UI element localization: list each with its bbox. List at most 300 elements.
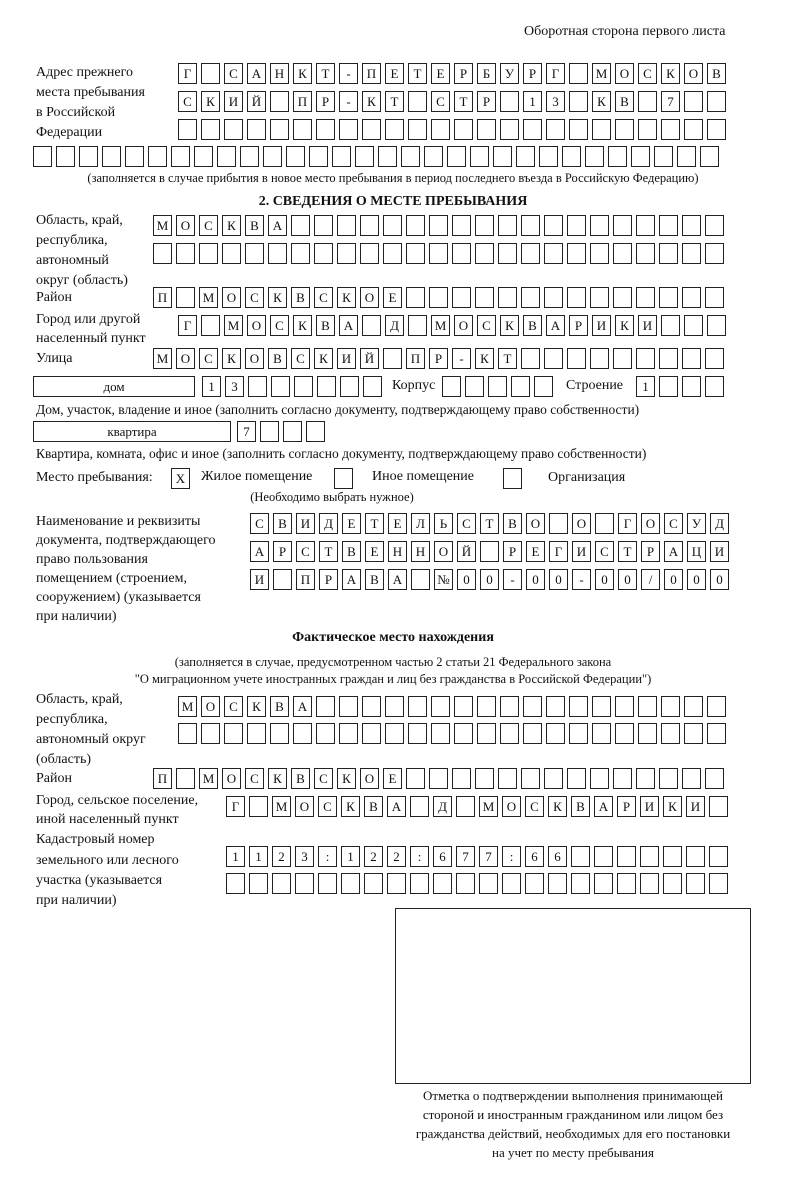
- char-cell[interactable]: [705, 215, 724, 236]
- char-cell[interactable]: Е: [385, 63, 404, 84]
- char-cell[interactable]: В: [245, 215, 264, 236]
- char-cell[interactable]: 7: [661, 91, 680, 112]
- char-cell[interactable]: -: [339, 91, 358, 112]
- char-cell[interactable]: К: [592, 91, 611, 112]
- char-cell[interactable]: [316, 119, 335, 140]
- char-cell[interactable]: Л: [411, 513, 430, 534]
- char-cell[interactable]: [544, 287, 563, 308]
- char-cell[interactable]: [385, 696, 404, 717]
- char-cell[interactable]: [684, 723, 703, 744]
- char-cell[interactable]: К: [661, 63, 680, 84]
- char-cell[interactable]: [709, 846, 728, 867]
- char-cell[interactable]: А: [339, 315, 358, 336]
- char-cell[interactable]: [516, 146, 535, 167]
- char-cell[interactable]: 2: [364, 846, 383, 867]
- char-cell[interactable]: [431, 119, 450, 140]
- char-cell[interactable]: В: [364, 796, 383, 817]
- char-cell[interactable]: [546, 696, 565, 717]
- char-cell[interactable]: [590, 243, 609, 264]
- char-cell[interactable]: С: [525, 796, 544, 817]
- char-cell[interactable]: В: [615, 91, 634, 112]
- char-cell[interactable]: [488, 376, 507, 397]
- char-cell[interactable]: Р: [523, 63, 542, 84]
- char-cell[interactable]: [429, 215, 448, 236]
- char-cell[interactable]: [659, 768, 678, 789]
- char-cell[interactable]: [340, 376, 359, 397]
- char-cell[interactable]: Т: [480, 513, 499, 534]
- char-cell[interactable]: -: [572, 569, 591, 590]
- char-cell[interactable]: 7: [456, 846, 475, 867]
- char-cell[interactable]: Г: [226, 796, 245, 817]
- char-cell[interactable]: В: [342, 541, 361, 562]
- char-cell[interactable]: С: [245, 287, 264, 308]
- char-cell[interactable]: И: [638, 315, 657, 336]
- stay-option-residential-checkbox[interactable]: X: [171, 468, 190, 489]
- char-cell[interactable]: Й: [360, 348, 379, 369]
- char-cell[interactable]: [498, 243, 517, 264]
- char-cell[interactable]: 0: [664, 569, 683, 590]
- char-cell[interactable]: [248, 376, 267, 397]
- char-cell[interactable]: Р: [429, 348, 448, 369]
- char-cell[interactable]: И: [296, 513, 315, 534]
- char-cell[interactable]: [153, 243, 172, 264]
- char-cell[interactable]: [608, 146, 627, 167]
- char-cell[interactable]: Р: [641, 541, 660, 562]
- char-cell[interactable]: Т: [498, 348, 517, 369]
- char-cell[interactable]: [176, 287, 195, 308]
- apt-number-row[interactable]: [237, 421, 329, 442]
- char-cell[interactable]: В: [503, 513, 522, 534]
- char-cell[interactable]: [401, 146, 420, 167]
- char-cell[interactable]: [291, 243, 310, 264]
- char-cell[interactable]: Т: [454, 91, 473, 112]
- char-cell[interactable]: [408, 119, 427, 140]
- char-cell[interactable]: К: [293, 315, 312, 336]
- char-cell[interactable]: [569, 723, 588, 744]
- char-cell[interactable]: [314, 215, 333, 236]
- char-cell[interactable]: [498, 768, 517, 789]
- char-cell[interactable]: [523, 119, 542, 140]
- char-cell[interactable]: [682, 243, 701, 264]
- char-cell[interactable]: 1: [523, 91, 542, 112]
- char-cell[interactable]: [362, 696, 381, 717]
- char-cell[interactable]: [270, 119, 289, 140]
- char-cell[interactable]: И: [686, 796, 705, 817]
- char-cell[interactable]: 0: [595, 569, 614, 590]
- char-cell[interactable]: О: [201, 696, 220, 717]
- char-cell[interactable]: 1: [202, 376, 221, 397]
- char-cell[interactable]: [549, 513, 568, 534]
- char-cell[interactable]: [500, 119, 519, 140]
- char-cell[interactable]: [617, 873, 636, 894]
- char-cell[interactable]: С: [224, 63, 243, 84]
- char-cell[interactable]: [521, 243, 540, 264]
- char-cell[interactable]: [408, 315, 427, 336]
- char-cell[interactable]: В: [291, 768, 310, 789]
- char-cell[interactable]: [636, 768, 655, 789]
- char-cell[interactable]: [521, 348, 540, 369]
- char-cell[interactable]: Т: [319, 541, 338, 562]
- char-cell[interactable]: [638, 723, 657, 744]
- char-cell[interactable]: [442, 376, 461, 397]
- char-cell[interactable]: О: [615, 63, 634, 84]
- char-cell[interactable]: 1: [341, 846, 360, 867]
- char-cell[interactable]: [707, 723, 726, 744]
- char-cell[interactable]: [590, 215, 609, 236]
- char-cell[interactable]: [362, 315, 381, 336]
- char-cell[interactable]: О: [684, 63, 703, 84]
- char-cell[interactable]: [659, 287, 678, 308]
- char-cell[interactable]: [498, 287, 517, 308]
- char-cell[interactable]: [539, 146, 558, 167]
- char-cell[interactable]: [454, 696, 473, 717]
- char-cell[interactable]: [705, 287, 724, 308]
- char-cell[interactable]: [567, 768, 586, 789]
- char-cell[interactable]: [661, 315, 680, 336]
- korpus-row[interactable]: [442, 376, 557, 397]
- char-cell[interactable]: [332, 146, 351, 167]
- char-cell[interactable]: В: [523, 315, 542, 336]
- char-cell[interactable]: К: [222, 348, 241, 369]
- char-cell[interactable]: О: [572, 513, 591, 534]
- char-cell[interactable]: [306, 421, 325, 442]
- char-cell[interactable]: [452, 287, 471, 308]
- char-cell[interactable]: [33, 146, 52, 167]
- char-cell[interactable]: [661, 696, 680, 717]
- char-cell[interactable]: В: [273, 513, 292, 534]
- char-cell[interactable]: К: [475, 348, 494, 369]
- char-cell[interactable]: К: [615, 315, 634, 336]
- char-cell[interactable]: Н: [270, 63, 289, 84]
- char-cell[interactable]: [562, 146, 581, 167]
- char-cell[interactable]: 3: [225, 376, 244, 397]
- char-cell[interactable]: П: [406, 348, 425, 369]
- char-cell[interactable]: [663, 873, 682, 894]
- char-cell[interactable]: С: [318, 796, 337, 817]
- char-cell[interactable]: [615, 723, 634, 744]
- region-row-2[interactable]: [153, 243, 728, 264]
- char-cell[interactable]: 1: [249, 846, 268, 867]
- char-cell[interactable]: М: [272, 796, 291, 817]
- char-cell[interactable]: [475, 215, 494, 236]
- char-cell[interactable]: И: [592, 315, 611, 336]
- char-cell[interactable]: [178, 723, 197, 744]
- char-cell[interactable]: О: [360, 768, 379, 789]
- char-cell[interactable]: [682, 287, 701, 308]
- char-cell[interactable]: О: [176, 348, 195, 369]
- char-cell[interactable]: С: [245, 768, 264, 789]
- char-cell[interactable]: [613, 215, 632, 236]
- char-cell[interactable]: В: [365, 569, 384, 590]
- char-cell[interactable]: :: [410, 846, 429, 867]
- char-cell[interactable]: 2: [387, 846, 406, 867]
- char-cell[interactable]: 1: [226, 846, 245, 867]
- char-cell[interactable]: В: [571, 796, 590, 817]
- char-cell[interactable]: Б: [477, 63, 496, 84]
- char-cell[interactable]: [571, 846, 590, 867]
- char-cell[interactable]: [659, 215, 678, 236]
- building-row[interactable]: [636, 376, 728, 397]
- char-cell[interactable]: К: [548, 796, 567, 817]
- char-cell[interactable]: [475, 287, 494, 308]
- char-cell[interactable]: [502, 873, 521, 894]
- char-cell[interactable]: О: [295, 796, 314, 817]
- char-cell[interactable]: [567, 243, 586, 264]
- char-cell[interactable]: [263, 146, 282, 167]
- char-cell[interactable]: [500, 91, 519, 112]
- char-cell[interactable]: А: [664, 541, 683, 562]
- char-cell[interactable]: [709, 873, 728, 894]
- prev-address-row-1[interactable]: [178, 63, 730, 84]
- char-cell[interactable]: П: [362, 63, 381, 84]
- char-cell[interactable]: [224, 723, 243, 744]
- char-cell[interactable]: 7: [237, 421, 256, 442]
- char-cell[interactable]: И: [337, 348, 356, 369]
- char-cell[interactable]: [636, 243, 655, 264]
- char-cell[interactable]: [452, 768, 471, 789]
- char-cell[interactable]: [431, 723, 450, 744]
- char-cell[interactable]: [475, 768, 494, 789]
- char-cell[interactable]: [477, 723, 496, 744]
- char-cell[interactable]: О: [526, 513, 545, 534]
- char-cell[interactable]: [406, 287, 425, 308]
- char-cell[interactable]: Т: [316, 63, 335, 84]
- char-cell[interactable]: М: [178, 696, 197, 717]
- char-cell[interactable]: М: [224, 315, 243, 336]
- char-cell[interactable]: [271, 376, 290, 397]
- char-cell[interactable]: [590, 348, 609, 369]
- char-cell[interactable]: [102, 146, 121, 167]
- char-cell[interactable]: Р: [316, 91, 335, 112]
- actual-city-row[interactable]: [226, 796, 732, 817]
- char-cell[interactable]: [194, 146, 213, 167]
- char-cell[interactable]: [571, 873, 590, 894]
- char-cell[interactable]: [201, 63, 220, 84]
- char-cell[interactable]: К: [268, 287, 287, 308]
- char-cell[interactable]: С: [199, 215, 218, 236]
- char-cell[interactable]: Е: [431, 63, 450, 84]
- char-cell[interactable]: А: [388, 569, 407, 590]
- char-cell[interactable]: Г: [178, 315, 197, 336]
- char-cell[interactable]: [480, 541, 499, 562]
- char-cell[interactable]: [705, 768, 724, 789]
- char-cell[interactable]: -: [339, 63, 358, 84]
- char-cell[interactable]: [406, 243, 425, 264]
- char-cell[interactable]: [249, 796, 268, 817]
- char-cell[interactable]: [316, 696, 335, 717]
- char-cell[interactable]: [378, 146, 397, 167]
- char-cell[interactable]: [363, 376, 382, 397]
- char-cell[interactable]: [337, 243, 356, 264]
- char-cell[interactable]: Т: [618, 541, 637, 562]
- char-cell[interactable]: У: [500, 63, 519, 84]
- char-cell[interactable]: [700, 146, 719, 167]
- char-cell[interactable]: К: [337, 287, 356, 308]
- char-cell[interactable]: Г: [618, 513, 637, 534]
- char-cell[interactable]: С: [314, 768, 333, 789]
- char-cell[interactable]: [429, 768, 448, 789]
- char-cell[interactable]: [355, 146, 374, 167]
- char-cell[interactable]: [640, 846, 659, 867]
- char-cell[interactable]: С: [296, 541, 315, 562]
- char-cell[interactable]: Р: [273, 541, 292, 562]
- char-cell[interactable]: [176, 768, 195, 789]
- char-cell[interactable]: М: [153, 348, 172, 369]
- char-cell[interactable]: [677, 146, 696, 167]
- char-cell[interactable]: [638, 91, 657, 112]
- char-cell[interactable]: [615, 119, 634, 140]
- char-cell[interactable]: Т: [365, 513, 384, 534]
- char-cell[interactable]: [544, 215, 563, 236]
- char-cell[interactable]: 0: [549, 569, 568, 590]
- char-cell[interactable]: /: [641, 569, 660, 590]
- char-cell[interactable]: [613, 348, 632, 369]
- char-cell[interactable]: К: [500, 315, 519, 336]
- char-cell[interactable]: [659, 243, 678, 264]
- char-cell[interactable]: [590, 287, 609, 308]
- char-cell[interactable]: А: [268, 215, 287, 236]
- char-cell[interactable]: 1: [636, 376, 655, 397]
- char-cell[interactable]: [521, 287, 540, 308]
- char-cell[interactable]: [659, 376, 678, 397]
- region-row-1[interactable]: [153, 215, 728, 236]
- char-cell[interactable]: [125, 146, 144, 167]
- char-cell[interactable]: [663, 846, 682, 867]
- char-cell[interactable]: [705, 376, 724, 397]
- char-cell[interactable]: [682, 348, 701, 369]
- prev-address-row-4[interactable]: [33, 146, 723, 167]
- house-type-field[interactable]: дом: [33, 376, 195, 397]
- char-cell[interactable]: С: [664, 513, 683, 534]
- char-cell[interactable]: [686, 846, 705, 867]
- char-cell[interactable]: М: [199, 287, 218, 308]
- char-cell[interactable]: [171, 146, 190, 167]
- char-cell[interactable]: [201, 119, 220, 140]
- char-cell[interactable]: [431, 696, 450, 717]
- char-cell[interactable]: [659, 348, 678, 369]
- char-cell[interactable]: [456, 873, 475, 894]
- char-cell[interactable]: [479, 873, 498, 894]
- apt-type-field[interactable]: квартира: [33, 421, 231, 442]
- char-cell[interactable]: 2: [272, 846, 291, 867]
- char-cell[interactable]: [638, 696, 657, 717]
- char-cell[interactable]: С: [595, 541, 614, 562]
- char-cell[interactable]: [429, 287, 448, 308]
- char-cell[interactable]: [521, 768, 540, 789]
- char-cell[interactable]: [465, 376, 484, 397]
- char-cell[interactable]: [477, 119, 496, 140]
- char-cell[interactable]: [534, 376, 553, 397]
- char-cell[interactable]: С: [314, 287, 333, 308]
- char-cell[interactable]: [525, 873, 544, 894]
- char-cell[interactable]: Р: [569, 315, 588, 336]
- char-cell[interactable]: [273, 569, 292, 590]
- char-cell[interactable]: [661, 723, 680, 744]
- char-cell[interactable]: О: [454, 315, 473, 336]
- char-cell[interactable]: 3: [295, 846, 314, 867]
- char-cell[interactable]: О: [502, 796, 521, 817]
- char-cell[interactable]: [548, 873, 567, 894]
- char-cell[interactable]: [199, 243, 218, 264]
- char-cell[interactable]: [456, 796, 475, 817]
- char-cell[interactable]: С: [431, 91, 450, 112]
- char-cell[interactable]: [201, 315, 220, 336]
- char-cell[interactable]: И: [224, 91, 243, 112]
- char-cell[interactable]: Н: [388, 541, 407, 562]
- char-cell[interactable]: М: [431, 315, 450, 336]
- char-cell[interactable]: [615, 696, 634, 717]
- char-cell[interactable]: В: [291, 287, 310, 308]
- char-cell[interactable]: К: [314, 348, 333, 369]
- char-cell[interactable]: [245, 243, 264, 264]
- char-cell[interactable]: О: [222, 287, 241, 308]
- char-cell[interactable]: [500, 723, 519, 744]
- char-cell[interactable]: [546, 119, 565, 140]
- char-cell[interactable]: С: [457, 513, 476, 534]
- char-cell[interactable]: [201, 723, 220, 744]
- char-cell[interactable]: [270, 723, 289, 744]
- char-cell[interactable]: [224, 119, 243, 140]
- char-cell[interactable]: [283, 421, 302, 442]
- actual-region-row-2[interactable]: [178, 723, 730, 744]
- char-cell[interactable]: Й: [247, 91, 266, 112]
- char-cell[interactable]: М: [199, 768, 218, 789]
- char-cell[interactable]: [500, 696, 519, 717]
- char-cell[interactable]: [341, 873, 360, 894]
- char-cell[interactable]: Н: [411, 541, 430, 562]
- char-cell[interactable]: :: [502, 846, 521, 867]
- char-cell[interactable]: [684, 696, 703, 717]
- char-cell[interactable]: В: [268, 348, 287, 369]
- char-cell[interactable]: [640, 873, 659, 894]
- char-cell[interactable]: 0: [710, 569, 729, 590]
- char-cell[interactable]: Р: [319, 569, 338, 590]
- char-cell[interactable]: [705, 348, 724, 369]
- char-cell[interactable]: [592, 723, 611, 744]
- char-cell[interactable]: Г: [546, 63, 565, 84]
- char-cell[interactable]: [613, 243, 632, 264]
- char-cell[interactable]: [686, 873, 705, 894]
- char-cell[interactable]: [452, 243, 471, 264]
- char-cell[interactable]: [406, 215, 425, 236]
- char-cell[interactable]: [585, 146, 604, 167]
- char-cell[interactable]: [617, 846, 636, 867]
- char-cell[interactable]: [498, 215, 517, 236]
- stay-option-other-checkbox[interactable]: [334, 468, 353, 489]
- char-cell[interactable]: [638, 119, 657, 140]
- char-cell[interactable]: [705, 243, 724, 264]
- char-cell[interactable]: А: [293, 696, 312, 717]
- char-cell[interactable]: [493, 146, 512, 167]
- char-cell[interactable]: [523, 723, 542, 744]
- char-cell[interactable]: [293, 723, 312, 744]
- char-cell[interactable]: 0: [618, 569, 637, 590]
- char-cell[interactable]: [567, 215, 586, 236]
- char-cell[interactable]: 0: [457, 569, 476, 590]
- char-cell[interactable]: [684, 119, 703, 140]
- char-cell[interactable]: [433, 873, 452, 894]
- char-cell[interactable]: [56, 146, 75, 167]
- char-cell[interactable]: А: [342, 569, 361, 590]
- city-row[interactable]: [178, 315, 730, 336]
- char-cell[interactable]: К: [293, 63, 312, 84]
- char-cell[interactable]: [272, 873, 291, 894]
- char-cell[interactable]: [383, 215, 402, 236]
- char-cell[interactable]: [240, 146, 259, 167]
- char-cell[interactable]: [178, 119, 197, 140]
- char-cell[interactable]: [682, 768, 701, 789]
- doc-row-1[interactable]: [250, 513, 733, 534]
